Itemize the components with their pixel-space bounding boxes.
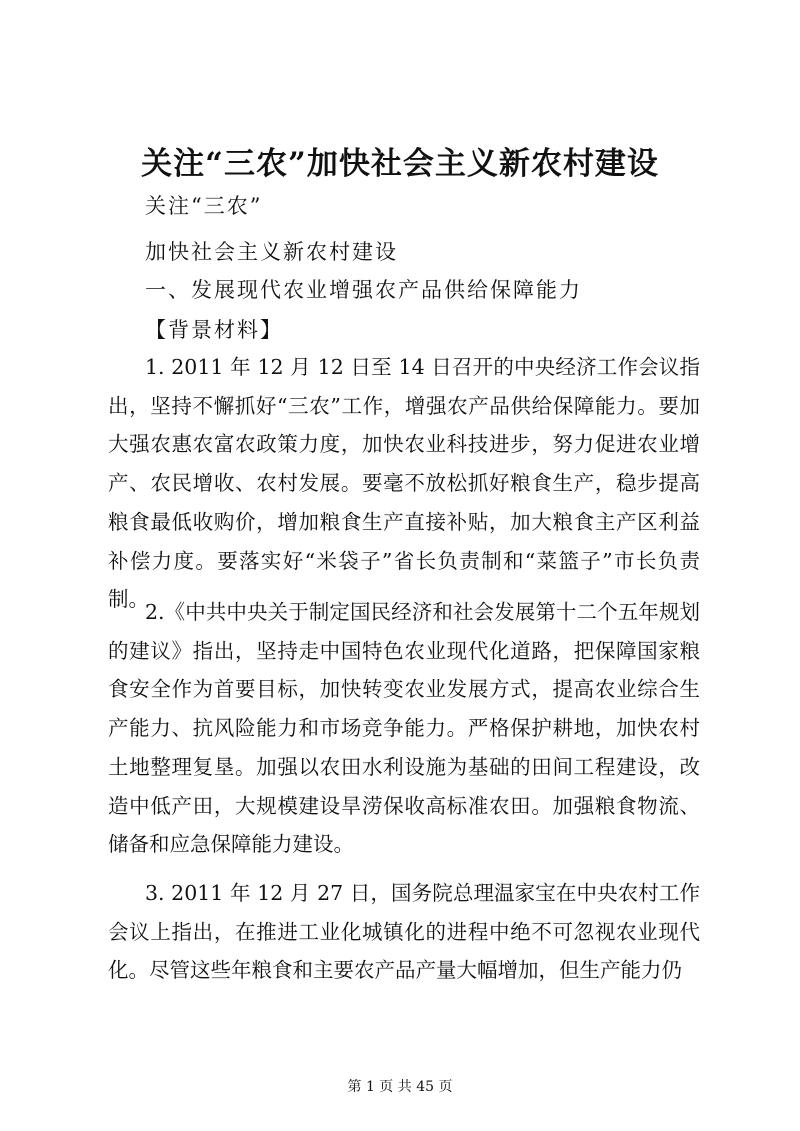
subtitle-line-1: 关注“三农” <box>145 194 263 218</box>
paragraph-2: 2.《中共中央关于制定国民经济和社会发展第十二个五年规划的建议》指出，坚持走中国特色农业现代化道路，把保障国家粮食安全作为首要目标，加快转变农业发展方式，提高农业综合生产能力、抗风险能力和市场竞争能力。严格保护耕地，加快农村土地整理复垦。加强以农田水利设施为基础的田间工程建设，改造中低产田，大规模建设旱涝保收高标准农田。加强粮食物流、储备和应急保障能力建设。 <box>108 600 700 857</box>
section-heading: 一、发展现代农业增强农产品供给保障能力 <box>145 278 582 302</box>
subtitle-line-2: 加快社会主义新农村建设 <box>145 240 398 264</box>
paragraph-1: 1. 2011 年 12 月 12 日至 14 日召开的中央经济工作会议指出，坚持不懈抓好“三农”工作，增强农产品供给保障能力。要加大强农惠农富农政策力度，加快农业科技进步，努力促进农业增产、农民增收、农村发展。要毫不放松抓好粮食生产，稳步提高粮食最低收购价，增加粮食生产直接补贴，加大粮食主产区利益补偿力度。要落实好“米袋子”省长负责制和“菜篮子”市长负责制。 <box>108 355 700 612</box>
paragraph-3: 3. 2011 年 12 月 27 日，国务院总理温家宝在中央农村工作会议上指出，在推进工业化城镇化的进程中绝不可忽视农业现代化。尽管这些年粮食和主要农产品产量大幅增加，但生产能力仍 <box>108 881 700 983</box>
background-label: 【背景材料】 <box>145 318 283 342</box>
document-title: 关注“三农”加快社会主义新农村建设 <box>141 146 659 182</box>
page-footer: 第 1 页 共 45 页 <box>347 1079 453 1095</box>
